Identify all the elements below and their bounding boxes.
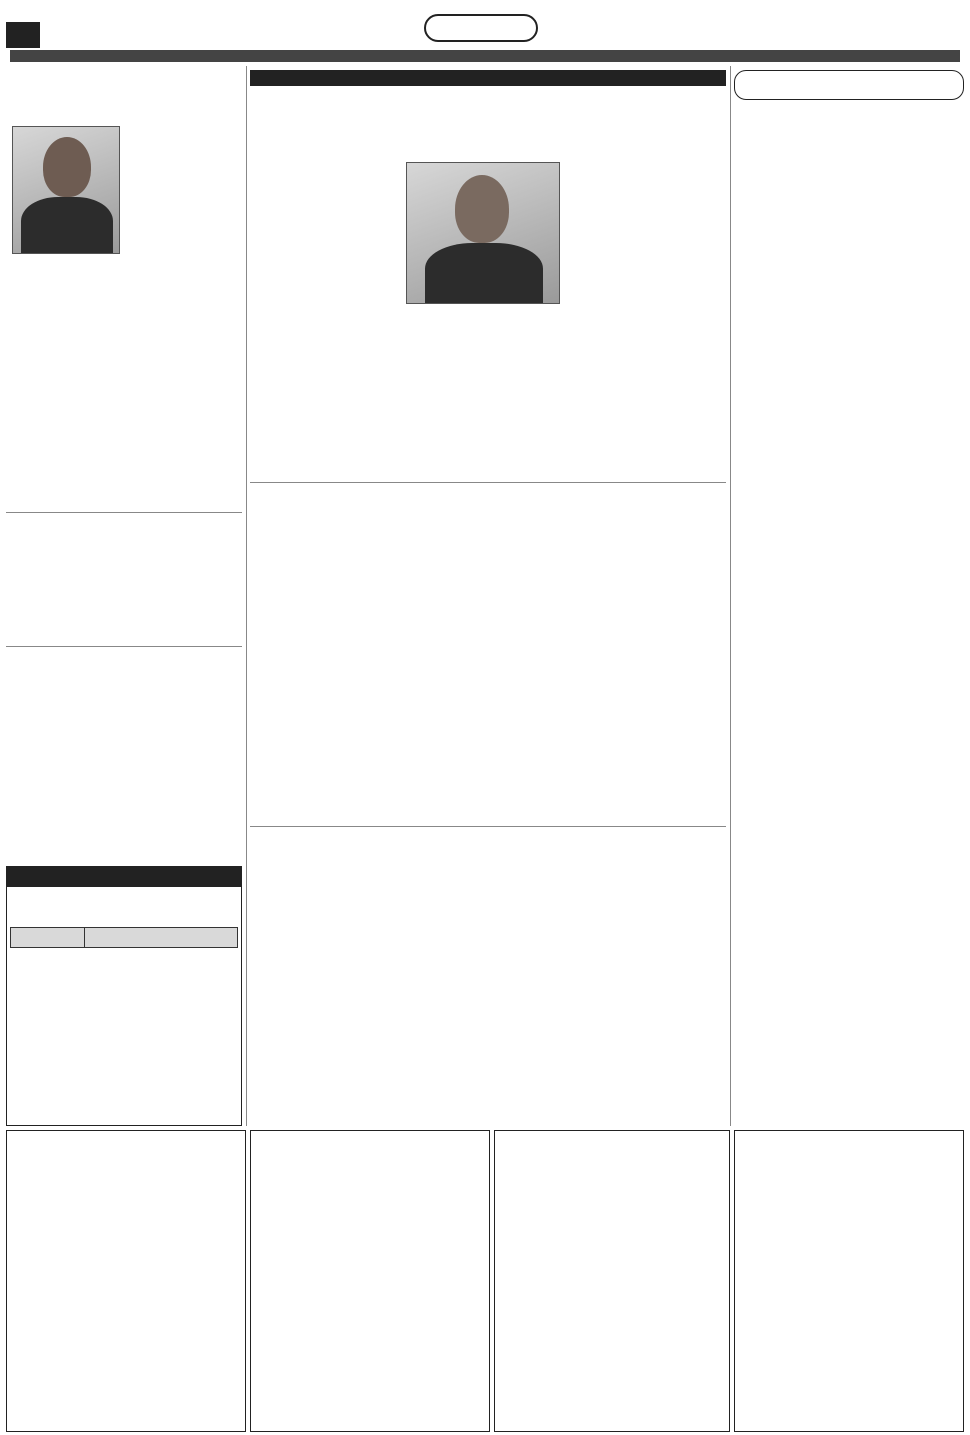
official-photo	[406, 162, 560, 304]
story-two-col-a	[610, 533, 726, 821]
story-two-col-d	[250, 533, 366, 821]
ad-auction-body	[739, 1175, 961, 1405]
masthead	[0, 0, 970, 62]
top-story-col-a	[568, 162, 724, 476]
top-story	[250, 66, 726, 480]
top-story-kicker	[250, 70, 726, 86]
smuggler-body	[6, 688, 242, 788]
ideas-body	[736, 162, 962, 1120]
story-three-col-a	[570, 879, 726, 1123]
ad-hospital	[6, 1130, 246, 1432]
page-number	[6, 22, 40, 48]
appointee-photo	[12, 126, 120, 254]
story-two-col-c	[370, 533, 486, 821]
masthead-bar	[10, 50, 960, 62]
ad-registry	[250, 1130, 490, 1432]
story-three-col-c	[250, 879, 406, 1123]
top-story-col-b	[406, 308, 560, 476]
story-two-col-b	[490, 533, 606, 821]
price-col-price	[11, 928, 85, 948]
appointment-body-top	[124, 126, 242, 262]
story-inspections	[250, 482, 726, 824]
left-news-column	[6, 66, 242, 1126]
ad-tender	[494, 1130, 730, 1432]
ad-tender-body	[499, 1175, 727, 1405]
appointment-body	[6, 264, 242, 504]
story-three-col-b	[410, 879, 566, 1123]
smuggler-headline-1	[6, 646, 242, 651]
ad-auction	[734, 1130, 964, 1432]
column-label-box	[734, 70, 964, 100]
price-box-note	[7, 887, 241, 927]
coin-price-box	[6, 866, 242, 1126]
ad-registry-body	[255, 1171, 487, 1407]
ad-hospital-body	[11, 1193, 243, 1405]
ideas-article	[734, 66, 964, 1124]
cable-headline-1	[6, 512, 242, 517]
price-table	[10, 927, 238, 948]
top-story-col-c	[250, 162, 398, 440]
cable-body	[6, 554, 242, 640]
story-agriculture	[250, 826, 726, 1126]
section-title	[424, 14, 538, 42]
price-col-type	[85, 928, 238, 948]
